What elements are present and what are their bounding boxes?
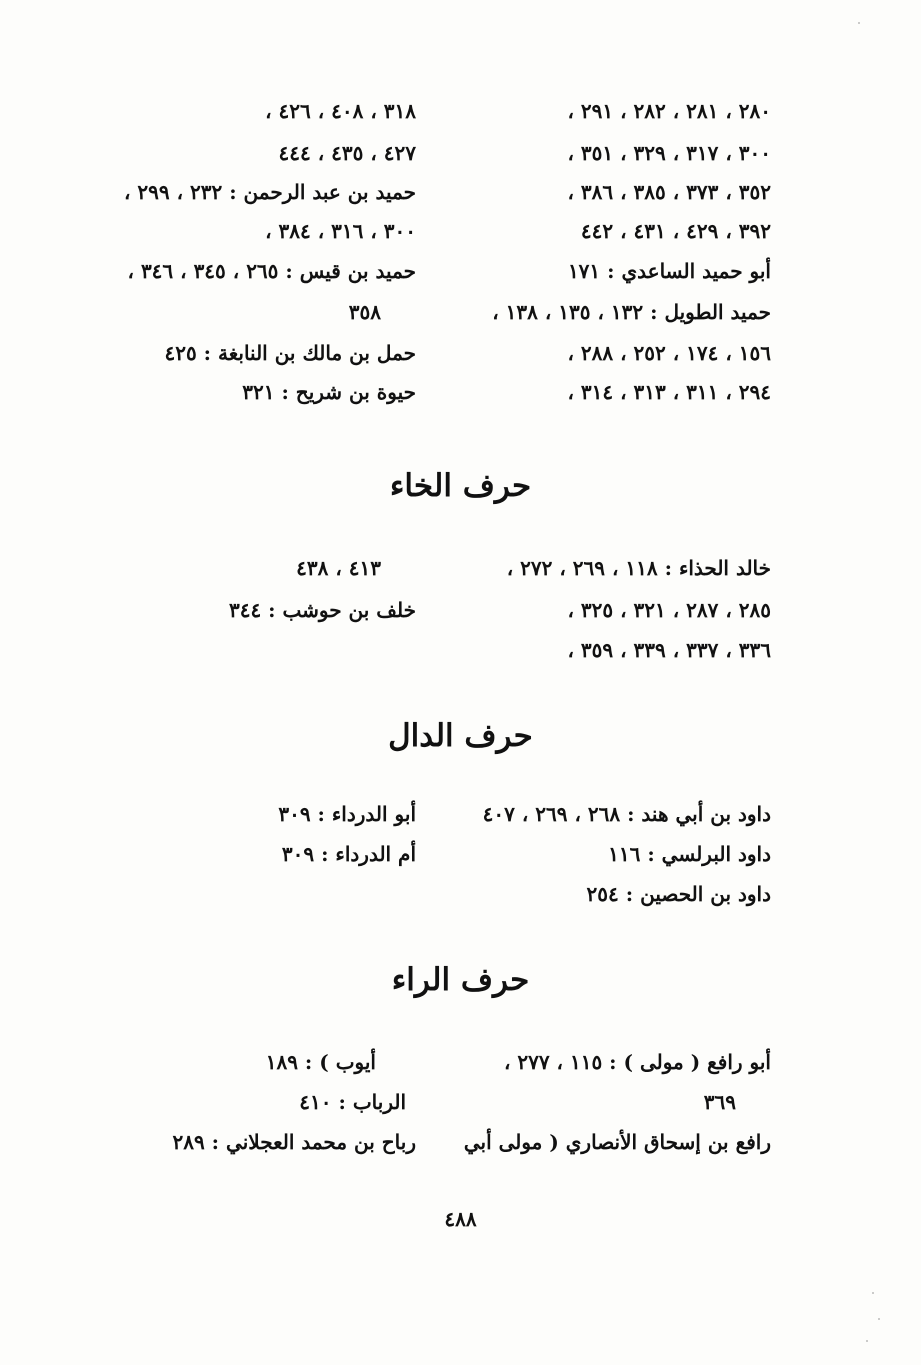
index-line: ٤١٣ ، ٤٣٨ bbox=[296, 556, 381, 580]
scan-speck bbox=[866, 1340, 868, 1342]
scan-speck bbox=[872, 1292, 874, 1294]
index-entry: رافع بن إسحاق الأنصاري ( مولى أبي bbox=[463, 1130, 771, 1154]
scan-speck bbox=[858, 22, 860, 24]
index-entry: الرباب : ٤١٠ bbox=[299, 1090, 406, 1114]
index-entry: أبو رافع ( مولى ) : ١١٥ ، ٢٧٧ ، bbox=[503, 1050, 771, 1074]
scan-speck bbox=[878, 1318, 880, 1320]
index-entry: أم الدرداء : ٣٠٩ bbox=[281, 842, 416, 866]
index-line: ٤٢٧ ، ٤٣٥ ، ٤٤٤ bbox=[278, 141, 416, 165]
index-entry: أبو حميد الساعدي : ١٧١ bbox=[567, 259, 771, 283]
index-entry: خلف بن حوشب : ٣٤٤ bbox=[228, 598, 416, 622]
index-entry: حيوة بن شريح : ٣٢١ bbox=[242, 380, 416, 404]
index-entry: أبو الدرداء : ٣٠٩ bbox=[278, 802, 416, 826]
index-line: ٢٨٥ ، ٢٨٧ ، ٣٢١ ، ٣٢٥ ، bbox=[567, 598, 771, 622]
index-entry: داود البرلسي : ١١٦ bbox=[608, 842, 771, 866]
index-entry: رباح بن محمد العجلاني : ٢٨٩ bbox=[172, 1130, 416, 1154]
index-line: ٣٦٩ bbox=[703, 1090, 736, 1114]
index-entry: حميد بن قيس : ٢٦٥ ، ٣٤٥ ، ٣٤٦ ، bbox=[127, 259, 416, 283]
index-entry: حميد بن عبد الرحمن : ٢٣٢ ، ٢٩٩ ، bbox=[123, 180, 416, 204]
index-entry: حميد الطويل : ١٣٢ ، ١٣٥ ، ١٣٨ ، bbox=[492, 300, 771, 324]
index-entry: حمل بن مالك بن النابغة : ٤٢٥ bbox=[164, 341, 416, 365]
index-line: ٢٩٤ ، ٣١١ ، ٣١٣ ، ٣١٤ ، bbox=[567, 380, 771, 404]
index-line: أيوب ) : ١٨٩ bbox=[265, 1050, 376, 1074]
index-line: ٣٥٢ ، ٣٧٣ ، ٣٨٥ ، ٣٨٦ ، bbox=[567, 180, 771, 204]
index-line: ٣٠٠ ، ٣١٦ ، ٣٨٤ ، bbox=[265, 219, 416, 243]
index-entry: داود بن الحصين : ٢٥٤ bbox=[586, 882, 771, 906]
index-line: ٣٥٨ bbox=[348, 300, 381, 324]
index-line: ٣٠٠ ، ٣١٧ ، ٣٢٩ ، ٣٥١ ، bbox=[567, 141, 771, 165]
page-number: ٤٨٨ bbox=[444, 1207, 477, 1231]
section-heading-kha: حرف الخاء bbox=[389, 468, 532, 504]
index-line: ٣٩٢ ، ٤٢٩ ، ٤٣١ ، ٤٤٢ bbox=[580, 219, 771, 243]
section-heading-dal: حرف الدال bbox=[388, 718, 533, 754]
index-entry: خالد الحذاء : ١١٨ ، ٢٦٩ ، ٢٧٢ ، bbox=[506, 556, 771, 580]
index-line: ٣١٨ ، ٤٠٨ ، ٤٢٦ ، bbox=[265, 99, 416, 123]
index-line: ٣٣٦ ، ٣٣٧ ، ٣٣٩ ، ٣٥٩ ، bbox=[567, 638, 771, 662]
index-line: ١٥٦ ، ١٧٤ ، ٢٥٢ ، ٢٨٨ ، bbox=[567, 341, 771, 365]
index-line: ٢٨٠ ، ٢٨١ ، ٢٨٢ ، ٢٩١ ، bbox=[567, 99, 771, 123]
section-heading-ra: حرف الراء bbox=[391, 962, 530, 998]
index-entry: داود بن أبي هند : ٢٦٨ ، ٢٦٩ ، ٤٠٧ bbox=[482, 802, 771, 826]
